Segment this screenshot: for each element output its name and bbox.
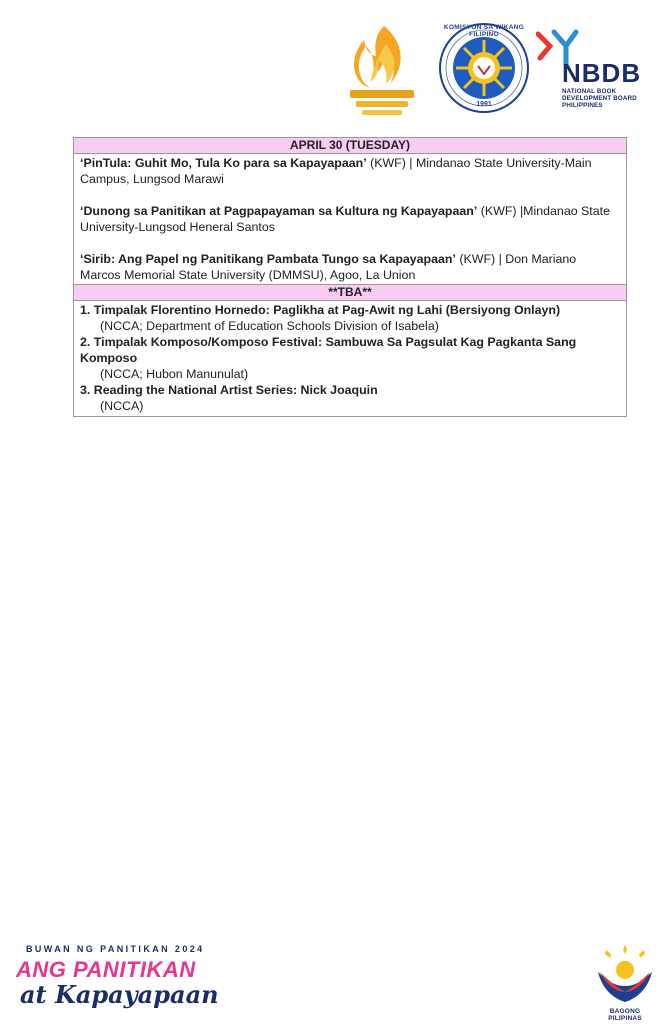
tba-item (80, 302, 620, 334)
nbdb-logo (536, 28, 656, 110)
tba-item (80, 334, 620, 382)
nbdb-line-1: NATIONAL BOOK (562, 88, 617, 95)
tba-item-title: 3. Reading the National Artist Series: Nick Joaquin (80, 383, 378, 397)
tba-item-org: (NCCA; Department of Education Schools Division of Isabela) (100, 319, 439, 333)
tba-item (80, 382, 620, 414)
schedule-table (73, 137, 627, 417)
event-title: ‘Sirib: Ang Papel ng Panitikang Pambata Tungo sa Kapayapaan’ (80, 252, 456, 266)
nbdb-line-2: DEVELOPMENT BOARD (562, 95, 637, 102)
tba-item-org: (NCCA) (100, 399, 144, 413)
event-item (80, 251, 620, 283)
tba-item-org: (NCCA; Hubon Manunulat) (100, 367, 249, 381)
brand-subline: at Kapayapaan (20, 980, 219, 1009)
flame-logo (346, 22, 418, 118)
tba-cell (74, 301, 626, 416)
nbdb-line-3: PHILIPPINES (562, 102, 603, 109)
nbdb-full-name (562, 88, 637, 109)
flame-logo-icon (346, 22, 418, 118)
event-details: (KWF) | Mindanao State University-Main Campus, Lungsod Marawi (80, 156, 592, 186)
tba-item-title: 1. Timpalak Florentino Hornedo: Paglikha at Pag-Awit ng Lahi (Bersiyong Onlayn) (80, 303, 561, 317)
bagong-pilipinas-icon (592, 942, 658, 1006)
event-details: (KWF) | Don Mariano Marcos Memorial State University (DMMSU), Agoo, La Union (80, 252, 577, 282)
event-title: ‘PinTula: Guhit Mo, Tula Ko para sa Kapayapaan’ (80, 156, 367, 170)
tba-header: **TBA** (74, 284, 626, 301)
footer-brand-logo (16, 944, 219, 1014)
tba-item-title: 2. Timpalak Komposo/Komposo Festival: Sambuwa Sa Pagsulat Kag Pagkanta Sang Komposo (80, 335, 577, 365)
event-item (80, 203, 620, 235)
event-title: ‘Dunong sa Panitikan at Pagpapayaman sa Kultura ng Kapayapaan’ (80, 204, 478, 218)
brand-headline: ANG PANITIKAN (16, 957, 196, 982)
event-details: (KWF) |Mindanao State University-Lungsod Heneral Santos (80, 204, 610, 234)
bagong-pilipinas-logo (592, 942, 658, 1022)
brand-kicker: BUWAN NG PANITIKAN 2024 (26, 944, 205, 954)
events-cell (74, 154, 626, 284)
event-item (80, 155, 620, 187)
kwf-ring-text: KOMISYON SA WIKANG FILIPINO (443, 24, 525, 38)
kwf-seal-text (438, 22, 530, 114)
day-header: APRIL 30 (TUESDAY) (74, 138, 626, 154)
nbdb-name: NBDB (562, 58, 642, 88)
kwf-year: 1991 (476, 101, 492, 108)
bagong-pilipinas-text: BAGONG PILIPINAS (608, 1008, 642, 1022)
